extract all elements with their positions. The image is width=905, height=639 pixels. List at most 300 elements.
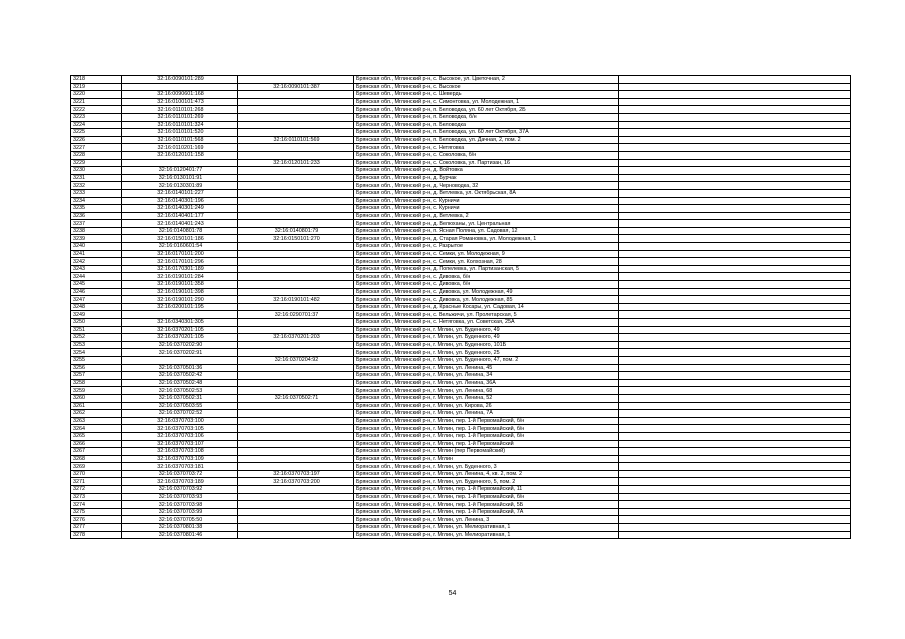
table-row	[71, 159, 851, 167]
cadastral-number-cell	[122, 356, 238, 364]
linked-cadastral-number-cell: 32:16:0190101:482	[238, 296, 354, 304]
empty-cell	[619, 303, 851, 311]
address-cell: Брянская обл., Мглинский р-н, д. Войтовка	[354, 167, 619, 175]
address-cell: Брянская обл., Мглинский р-н, г. Мглин, ул. Ленина, 7А	[354, 410, 619, 418]
address-cell: Брянская обл., Мглинский р-н, с. Шевердь	[354, 91, 619, 99]
row-number-cell: 3241	[71, 250, 122, 258]
table-row	[71, 113, 851, 121]
linked-cadastral-number-cell	[238, 182, 354, 190]
linked-cadastral-number-cell	[238, 303, 354, 311]
registry-table-body	[71, 76, 851, 539]
address-cell: Брянская обл., Мглинский р-н, д. Ветлевка, ул. Октябрьская, 8А	[354, 189, 619, 197]
address-cell: Брянская обл., Мглинский р-н, г. Мглин, ул. Ленина, 4, кв. 2, пом. 2	[354, 470, 619, 478]
table-row	[71, 311, 851, 319]
address-cell: Брянская обл., Мглинский р-н, г. Мглин, пер. 1-й Первомайский, б/н	[354, 493, 619, 501]
address-cell: Брянская обл., Мглинский р-н, г. Мглин	[354, 455, 619, 463]
linked-cadastral-number-cell	[238, 372, 354, 380]
row-number-cell: 3236	[71, 212, 122, 220]
linked-cadastral-number-cell	[238, 106, 354, 114]
cadastral-number-cell: 32:16:0170101:296	[122, 258, 238, 266]
cadastral-number-cell: 32:16:0140401:177	[122, 212, 238, 220]
cadastral-number-cell: 32:16:0190101:284	[122, 273, 238, 281]
address-cell: Брянская обл., Мглинский р-н, с. Дивовка, б/н	[354, 273, 619, 281]
cadastral-number-cell: 32:16:0140401:243	[122, 220, 238, 228]
empty-cell	[619, 189, 851, 197]
row-number-cell: 3256	[71, 364, 122, 372]
address-cell: Брянская обл., Мглинский р-н, п. Ясная Поляна, ул. Садовая, 12	[354, 227, 619, 235]
cadastral-number-cell: 32:16:0370202:91	[122, 349, 238, 357]
empty-cell	[619, 379, 851, 387]
cadastral-number-cell: 32:16:0370201:105	[122, 334, 238, 342]
cadastral-number-cell	[122, 311, 238, 319]
linked-cadastral-number-cell: 32:16:0370502:71	[238, 394, 354, 402]
address-cell: Брянская обл., Мглинский р-н, с. Семки, ул. Молодежная, 9	[354, 250, 619, 258]
address-cell: Брянская обл., Мглинский р-н, г. Мглин, ул. Ленина, 34	[354, 372, 619, 380]
empty-cell	[619, 227, 851, 235]
address-cell: Брянская обл., Мглинский р-н, г. Мглин, пер. 1-й Первомайский, б/н	[354, 425, 619, 433]
address-cell: Брянская обл., Мглинский р-н, г. Мглин, пер. 1-й Первомайский, 11	[354, 486, 619, 494]
address-cell: Брянская обл., Мглинский р-н, г. Мглин, ул. Буденного, 25	[354, 349, 619, 357]
table-row	[71, 151, 851, 159]
empty-cell	[619, 121, 851, 129]
cadastral-number-cell: 32:16:0200101:195	[122, 303, 238, 311]
row-number-cell: 3266	[71, 440, 122, 448]
empty-cell	[619, 273, 851, 281]
address-cell: Брянская обл., Мглинский р-н, г. Мглин, ул. Кирова, 26	[354, 402, 619, 410]
table-row	[71, 410, 851, 418]
address-cell: Брянская обл., Мглинский р-н, с. Дивовка, ул. Молодежная, 85	[354, 296, 619, 304]
cadastral-number-cell: 32:16:0110101:324	[122, 121, 238, 129]
empty-cell	[619, 516, 851, 524]
address-cell: Брянская обл., Мглинский р-н, г. Мглин (пер Первомайский)	[354, 448, 619, 456]
address-cell: Брянская обл., Мглинский р-н, г. Мглин, ул. Ленина, 52	[354, 394, 619, 402]
row-number-cell: 3250	[71, 319, 122, 327]
row-number-cell: 3278	[71, 531, 122, 539]
address-cell: Брянская обл., Мглинский р-н, г. Мглин, ул. Ленина, 3	[354, 516, 619, 524]
empty-cell	[619, 151, 851, 159]
empty-cell	[619, 364, 851, 372]
linked-cadastral-number-cell	[238, 319, 354, 327]
cadastral-number-cell: 32:16:0370703:99	[122, 508, 238, 516]
linked-cadastral-number-cell	[238, 205, 354, 213]
empty-cell	[619, 372, 851, 380]
address-cell: Брянская обл., Мглинский р-н, г. Мглин, пер. 1-й Первомайский, б/н	[354, 432, 619, 440]
cadastral-number-cell: 32:16:0190101:398	[122, 288, 238, 296]
address-cell: Брянская обл., Мглинский р-н, с. Соколовка, б/н	[354, 151, 619, 159]
address-cell: Брянская обл., Мглинский р-н, с. Нетяговка	[354, 144, 619, 152]
table-row	[71, 288, 851, 296]
address-cell: Брянская обл., Мглинский р-н, с. Разрытое	[354, 243, 619, 251]
row-number-cell: 3263	[71, 417, 122, 425]
cadastral-number-cell: 32:16:0370503:55	[122, 402, 238, 410]
cadastral-number-cell: 32:16:0190101:290	[122, 296, 238, 304]
linked-cadastral-number-cell	[238, 288, 354, 296]
cadastral-number-cell: 32:16:0140101:227	[122, 189, 238, 197]
linked-cadastral-number-cell	[238, 432, 354, 440]
address-cell: Брянская обл., Мглинский р-н, д. Красные Косары, ул. Садовая, 14	[354, 303, 619, 311]
linked-cadastral-number-cell	[238, 440, 354, 448]
table-row	[71, 296, 851, 304]
row-number-cell: 3225	[71, 129, 122, 137]
table-row	[71, 273, 851, 281]
row-number-cell: 3254	[71, 349, 122, 357]
row-number-cell: 3251	[71, 326, 122, 334]
cadastral-number-cell: 32:16:0370705:50	[122, 516, 238, 524]
table-row	[71, 402, 851, 410]
address-cell: Брянская обл., Мглинский р-н, с. Дивовка, б/н	[354, 281, 619, 289]
address-cell: Брянская обл., Мглинский р-н, г. Мглин, пер. 1-й Первомайский, б/н	[354, 417, 619, 425]
row-number-cell: 3267	[71, 448, 122, 456]
empty-cell	[619, 235, 851, 243]
linked-cadastral-number-cell: 32:16:0140801:79	[238, 227, 354, 235]
row-number-cell: 3228	[71, 151, 122, 159]
empty-cell	[619, 425, 851, 433]
address-cell: Брянская обл., Мглинский р-н, г. Мглин, ул. Буденного, 101Б	[354, 341, 619, 349]
empty-cell	[619, 281, 851, 289]
linked-cadastral-number-cell	[238, 463, 354, 471]
empty-cell	[619, 349, 851, 357]
row-number-cell: 3248	[71, 303, 122, 311]
empty-cell	[619, 486, 851, 494]
table-row	[71, 341, 851, 349]
row-number-cell: 3220	[71, 91, 122, 99]
address-cell: Брянская обл., Мглинский р-н, г. Мглин, пер. 1-й Первомайский	[354, 440, 619, 448]
empty-cell	[619, 463, 851, 471]
linked-cadastral-number-cell	[238, 76, 354, 84]
table-row	[71, 106, 851, 114]
row-number-cell: 3240	[71, 243, 122, 251]
empty-cell	[619, 182, 851, 190]
linked-cadastral-number-cell	[238, 455, 354, 463]
cadastral-number-cell: 32:16:0110101:520	[122, 129, 238, 137]
row-number-cell: 3260	[71, 394, 122, 402]
linked-cadastral-number-cell	[238, 121, 354, 129]
empty-cell	[619, 212, 851, 220]
linked-cadastral-number-cell	[238, 129, 354, 137]
empty-cell	[619, 531, 851, 539]
cadastral-number-cell: 32:16:0370801:46	[122, 531, 238, 539]
address-cell: Брянская обл., Мглинский р-н, д. Бурчак	[354, 174, 619, 182]
empty-cell	[619, 311, 851, 319]
table-row	[71, 91, 851, 99]
row-number-cell: 3234	[71, 197, 122, 205]
cadastral-number-cell: 32:16:0140801:78	[122, 227, 238, 235]
cadastral-number-cell: 32:16:0370703:109	[122, 455, 238, 463]
table-row	[71, 174, 851, 182]
row-number-cell: 3218	[71, 76, 122, 84]
empty-cell	[619, 326, 851, 334]
address-cell: Брянская обл., Мглинский р-н, г. Мглин, ул. Мелиоративная, 1	[354, 524, 619, 532]
cadastral-number-cell: 32:16:0370501:36	[122, 364, 238, 372]
linked-cadastral-number-cell	[238, 243, 354, 251]
address-cell: Брянская обл., Мглинский р-н, д. Черноводка, 32	[354, 182, 619, 190]
address-cell: Брянская обл., Мглинский р-н, с. Высокое	[354, 83, 619, 91]
row-number-cell: 3277	[71, 524, 122, 532]
table-row	[71, 197, 851, 205]
row-number-cell: 3268	[71, 455, 122, 463]
table-row	[71, 212, 851, 220]
linked-cadastral-number-cell: 32:16:0370703:200	[238, 478, 354, 486]
cadastral-number-cell	[122, 159, 238, 167]
empty-cell	[619, 144, 851, 152]
address-cell: Брянская обл., Мглинский р-н, д. Ветлевка, 2	[354, 212, 619, 220]
address-cell: Брянская обл., Мглинский р-н, г. Мглин, ул. Буденного, 3	[354, 463, 619, 471]
empty-cell	[619, 250, 851, 258]
empty-cell	[619, 493, 851, 501]
cadastral-number-cell: 32:16:0370502:42	[122, 372, 238, 380]
row-number-cell: 3272	[71, 486, 122, 494]
linked-cadastral-number-cell	[238, 98, 354, 106]
table-row	[71, 455, 851, 463]
row-number-cell: 3252	[71, 334, 122, 342]
empty-cell	[619, 478, 851, 486]
linked-cadastral-number-cell	[238, 273, 354, 281]
table-row	[71, 356, 851, 364]
cadastral-number-cell: 32:16:0170101:200	[122, 250, 238, 258]
table-row	[71, 265, 851, 273]
table-row	[71, 508, 851, 516]
linked-cadastral-number-cell	[238, 425, 354, 433]
empty-cell	[619, 76, 851, 84]
linked-cadastral-number-cell	[238, 151, 354, 159]
empty-cell	[619, 83, 851, 91]
row-number-cell: 3230	[71, 167, 122, 175]
table-row	[71, 303, 851, 311]
empty-cell	[619, 448, 851, 456]
address-cell: Брянская обл., Мглинский р-н, с. Симонтовка, ул. Молодежная, 1	[354, 98, 619, 106]
empty-cell	[619, 394, 851, 402]
address-cell: Брянская обл., Мглинский р-н, с. Нетяговка, ул. Советская, 25А	[354, 319, 619, 327]
address-cell: Брянская обл., Мглинский р-н, с. Соколовка, ул. Партизан, 16	[354, 159, 619, 167]
linked-cadastral-number-cell: 32:16:0370703:197	[238, 470, 354, 478]
table-row	[71, 258, 851, 266]
linked-cadastral-number-cell	[238, 486, 354, 494]
empty-cell	[619, 113, 851, 121]
linked-cadastral-number-cell	[238, 167, 354, 175]
table-row	[71, 364, 851, 372]
row-number-cell: 3247	[71, 296, 122, 304]
empty-cell	[619, 356, 851, 364]
linked-cadastral-number-cell	[238, 524, 354, 532]
cadastral-number-cell: 32:16:0120401:77	[122, 167, 238, 175]
address-cell: Брянская обл., Мглинский р-н, г. Мглин, ул. Буденного, 49	[354, 334, 619, 342]
address-cell: Брянская обл., Мглинский р-н, с. Семки, ул. Колхозная, 28	[354, 258, 619, 266]
cadastral-number-cell: 32:16:0370703:92	[122, 486, 238, 494]
address-cell: Брянская обл., Мглинский р-н, г. Мглин, ул. Ленина, 68	[354, 387, 619, 395]
linked-cadastral-number-cell	[238, 258, 354, 266]
table-row	[71, 463, 851, 471]
row-number-cell: 3237	[71, 220, 122, 228]
cadastral-number-cell: 32:16:0370703:107	[122, 440, 238, 448]
cadastral-number-cell: 32:16:0370703:105	[122, 425, 238, 433]
address-cell: Брянская обл., Мглинский р-н, с. Вельжичи, ул. Пролетарская, 5	[354, 311, 619, 319]
linked-cadastral-number-cell	[238, 189, 354, 197]
row-number-cell: 3232	[71, 182, 122, 190]
empty-cell	[619, 455, 851, 463]
address-cell: Брянская обл., Мглинский р-н, д. Старая Романовка, ул. Молодежная, 1	[354, 235, 619, 243]
empty-cell	[619, 220, 851, 228]
empty-cell	[619, 205, 851, 213]
cadastral-number-cell: 32:16:0370703:189	[122, 478, 238, 486]
empty-cell	[619, 470, 851, 478]
row-number-cell: 3271	[71, 478, 122, 486]
cadastral-number-cell: 32:16:0140301:196	[122, 197, 238, 205]
cadastral-number-cell: 32:16:0140301:249	[122, 205, 238, 213]
row-number-cell: 3270	[71, 470, 122, 478]
empty-cell	[619, 91, 851, 99]
linked-cadastral-number-cell	[238, 501, 354, 509]
linked-cadastral-number-cell	[238, 212, 354, 220]
table-row	[71, 243, 851, 251]
cadastral-number-cell: 32:16:0370703:106	[122, 432, 238, 440]
cadastral-number-cell: 32:16:0130101:91	[122, 174, 238, 182]
linked-cadastral-number-cell	[238, 197, 354, 205]
page-number: 54	[448, 590, 457, 597]
table-row	[71, 432, 851, 440]
linked-cadastral-number-cell: 32:16:0090101:387	[238, 83, 354, 91]
linked-cadastral-number-cell: 32:16:0290701:37	[238, 311, 354, 319]
table-row	[71, 220, 851, 228]
registry-table	[70, 75, 851, 539]
empty-cell	[619, 334, 851, 342]
linked-cadastral-number-cell	[238, 379, 354, 387]
linked-cadastral-number-cell: 32:16:0370204:92	[238, 356, 354, 364]
row-number-cell: 3259	[71, 387, 122, 395]
row-number-cell: 3249	[71, 311, 122, 319]
linked-cadastral-number-cell	[238, 410, 354, 418]
linked-cadastral-number-cell	[238, 326, 354, 334]
address-cell: Брянская обл., Мглинский р-н, г. Мглин, ул. Ленина, 45	[354, 364, 619, 372]
cadastral-number-cell: 32:16:0370703:93	[122, 493, 238, 501]
address-cell: Брянская обл., Мглинский р-н, г. Мглин, ул. Буденного, 5, пом. 2	[354, 478, 619, 486]
linked-cadastral-number-cell	[238, 508, 354, 516]
table-row	[71, 235, 851, 243]
table-row	[71, 182, 851, 190]
table-row	[71, 486, 851, 494]
empty-cell	[619, 106, 851, 114]
cadastral-number-cell: 32:16:0150101:186	[122, 235, 238, 243]
row-number-cell: 3258	[71, 379, 122, 387]
cadastral-number-cell: 32:16:0110201:169	[122, 144, 238, 152]
table-row	[71, 387, 851, 395]
empty-cell	[619, 159, 851, 167]
cadastral-number-cell: 32:16:0120101:158	[122, 151, 238, 159]
table-row	[71, 205, 851, 213]
empty-cell	[619, 129, 851, 137]
empty-cell	[619, 341, 851, 349]
table-row	[71, 516, 851, 524]
row-number-cell: 3219	[71, 83, 122, 91]
linked-cadastral-number-cell	[238, 448, 354, 456]
row-number-cell: 3229	[71, 159, 122, 167]
cadastral-number-cell: 32:16:0110101:568	[122, 136, 238, 144]
empty-cell	[619, 319, 851, 327]
table-row	[71, 319, 851, 327]
linked-cadastral-number-cell: 32:16:0110101:569	[238, 136, 354, 144]
table-row	[71, 379, 851, 387]
cadastral-number-cell: 32:16:0370502:53	[122, 387, 238, 395]
empty-cell	[619, 417, 851, 425]
table-row	[71, 167, 851, 175]
row-number-cell: 3253	[71, 341, 122, 349]
empty-cell	[619, 197, 851, 205]
empty-cell	[619, 243, 851, 251]
cadastral-number-cell: 32:16:0370702:52	[122, 410, 238, 418]
linked-cadastral-number-cell	[238, 281, 354, 289]
table-row	[71, 417, 851, 425]
table-row	[71, 144, 851, 152]
row-number-cell: 3233	[71, 189, 122, 197]
empty-cell	[619, 432, 851, 440]
cadastral-number-cell: 32:16:0100101:473	[122, 98, 238, 106]
linked-cadastral-number-cell	[238, 341, 354, 349]
cadastral-number-cell: 32:16:0370703:72	[122, 470, 238, 478]
cadastral-number-cell: 32:16:0370801:38	[122, 524, 238, 532]
row-number-cell: 3261	[71, 402, 122, 410]
table-row	[71, 470, 851, 478]
row-number-cell: 3269	[71, 463, 122, 471]
row-number-cell: 3235	[71, 205, 122, 213]
linked-cadastral-number-cell: 32:16:0370201:203	[238, 334, 354, 342]
cadastral-number-cell: 32:16:0090601:168	[122, 91, 238, 99]
cadastral-number-cell	[122, 83, 238, 91]
table-row	[71, 372, 851, 380]
linked-cadastral-number-cell	[238, 250, 354, 258]
table-row	[71, 493, 851, 501]
cadastral-number-cell: 32:16:0370201:105	[122, 326, 238, 334]
empty-cell	[619, 265, 851, 273]
address-cell: Брянская обл., Мглинский р-н, с. Дивовка, ул. Молодежная, 49	[354, 288, 619, 296]
table-row	[71, 425, 851, 433]
empty-cell	[619, 501, 851, 509]
table-row	[71, 394, 851, 402]
row-number-cell: 3246	[71, 288, 122, 296]
cadastral-number-cell: 32:16:0370202:90	[122, 341, 238, 349]
table-row	[71, 478, 851, 486]
cadastral-number-cell: 32:16:0130301:89	[122, 182, 238, 190]
row-number-cell: 3257	[71, 372, 122, 380]
cadastral-number-cell: 32:16:0370703:108	[122, 448, 238, 456]
linked-cadastral-number-cell	[238, 364, 354, 372]
row-number-cell: 3273	[71, 493, 122, 501]
linked-cadastral-number-cell: 32:16:0150101:270	[238, 235, 354, 243]
table-row	[71, 281, 851, 289]
cadastral-number-cell: 32:16:0090101:289	[122, 76, 238, 84]
row-number-cell: 3262	[71, 410, 122, 418]
address-cell: Брянская обл., Мглинский р-н, п. Беловодка, ул. 60 лет Октября, 2Б	[354, 106, 619, 114]
cadastral-number-cell: 32:16:0340301:305	[122, 319, 238, 327]
table-row	[71, 83, 851, 91]
table-row	[71, 76, 851, 84]
empty-cell	[619, 440, 851, 448]
row-number-cell: 3239	[71, 235, 122, 243]
address-cell: Брянская обл., Мглинский р-н, п. Беловодка, ул. 60 лет Октября, 37А	[354, 129, 619, 137]
table-row	[71, 501, 851, 509]
empty-cell	[619, 174, 851, 182]
empty-cell	[619, 288, 851, 296]
linked-cadastral-number-cell: 32:16:0120101:233	[238, 159, 354, 167]
address-cell: Брянская обл., Мглинский р-н, п. Беловодка	[354, 121, 619, 129]
table-row	[71, 250, 851, 258]
address-cell: Брянская обл., Мглинский р-н, г. Мглин, ул. Буденного, 49	[354, 326, 619, 334]
row-number-cell: 3243	[71, 265, 122, 273]
table-row	[71, 129, 851, 137]
address-cell: Брянская обл., Мглинский р-н, д. Велюханы, ул. Центральная	[354, 220, 619, 228]
linked-cadastral-number-cell	[238, 516, 354, 524]
table-row	[71, 136, 851, 144]
empty-cell	[619, 387, 851, 395]
table-row	[71, 440, 851, 448]
